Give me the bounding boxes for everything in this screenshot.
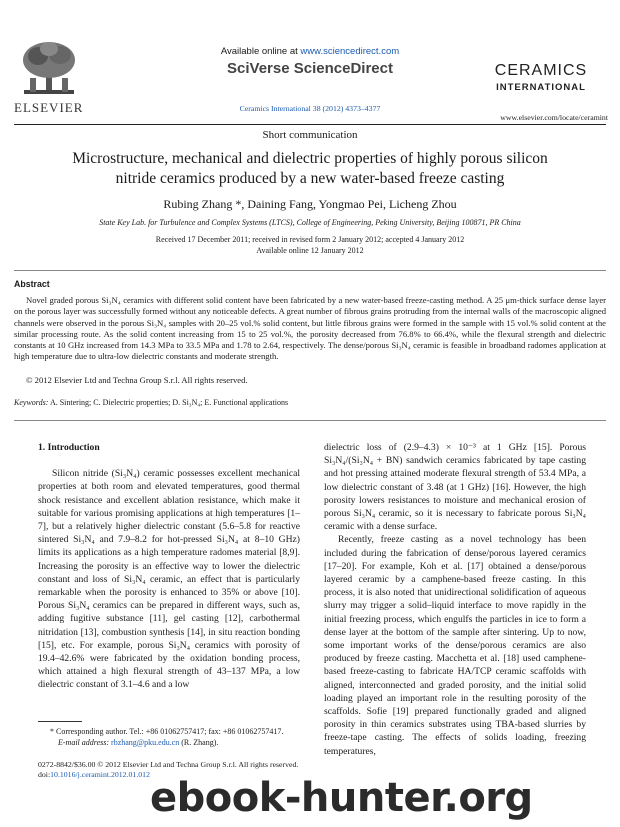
- journal-name-line1: CERAMICS: [494, 62, 588, 79]
- journal-url[interactable]: www.elsevier.com/locate/ceramint: [500, 113, 608, 122]
- intro-paragraph-1: Silicon nitride (Si₃N₄) ceramic possesses excellent mechanical properties at both room and elevated temperatures, good thermal shock resistance and excellent ablation resistance, which make it suitable for various promising applications at high temperatures [1–7], but a relatively higher dielectric constant (5.6–5.8 for reactive sintered Si₃N₄ and 7.9–8.2 for hot-pressed Si₃N₄ at 8–10 GHz) limits its applications as a high temperature radomes material [8,9]. Increasing the porosity is an effective way to lower the dielectric constant and loss of Si₃N₄ ceramic, an effect that is particularly remarkable when the porosity is enhanced to 35% or above [10]. Porous Si₃N₄ ceramics can be prepared in different ways, such as, adding fugitive substance [11], gel casting [12], carbothermal nitridation [13], combustion synthesis [14], in situ reaction bonding [15], etc. For example, porous Si₃N₄ ceramics with porosity of 19.4–42.6% were fabricated by the oxidation bonding process, which attained a high flexural strength of 43–137 MPa, a low dielectric constant of 3.1–4.6 and a low: [38, 468, 300, 691]
- available-online: Available online at www.sciencedirect.com: [220, 46, 400, 57]
- abstract-bottom-rule: [14, 420, 606, 421]
- doi-line: doi:10.1016/j.ceramint.2012.01.012: [38, 770, 150, 779]
- article-title-line2: nitride ceramics produced by a new water-based freeze casting: [115, 170, 505, 187]
- abstract-heading: Abstract: [14, 279, 50, 289]
- email-note: E-mail address: rbzhang@pku.edu.cn (R. Zhang).: [58, 738, 219, 747]
- elsevier-wordmark: ELSEVIER: [14, 100, 84, 115]
- issn-line: 0272-8842/$36.00 © 2012 Elsevier Ltd and Techna Group S.r.l. All rights reserved.: [38, 760, 299, 769]
- header-rule: [14, 124, 606, 125]
- column-left: [38, 441, 300, 692]
- abstract-text: Novel graded porous Si₃N₄ ceramics with different solid content have been fabricated by a new water-based freeze-casting method. A 25 μm-thick surface dense layer on the porous layer was successfully formed without any noticeable defects. A great number of fibrous grains protruding from the internal walls of the macroscopic aligned channels were observed in the porous Si₃N₄ samples with 20–25 vol.% solid content, but little fibrous grains were formed in the sample with 15 vol.% solid content at the similar processing route. As the solid content increasing from 15 to 25 vol.%, the porosity decreased from 76.8% to 66.4%, while the flexural strength and dielectric constants at 10 GHz increased from 14.3 MPa to 33.5 MPa and 1.78 to 2.64, respectively. The dense/porous Si₃N₄ ceramic is feasible in broadband radomes application at high temperature due to ultra-low dielectric constants and moderate strength.: [14, 295, 606, 362]
- abstract-copyright: © 2012 Elsevier Ltd and Techna Group S.r.l. All rights reserved.: [26, 375, 248, 385]
- elsevier-tree-logo: [18, 40, 80, 98]
- keywords-list: A. Sintering; C. Dielectric properties; D. Si₃N₄; E. Functional applications: [49, 398, 289, 407]
- available-online-date: Available online 12 January 2012: [256, 246, 364, 255]
- introduction-heading: 1. Introduction: [38, 442, 100, 453]
- keywords-label: Keywords:: [14, 398, 49, 407]
- intro-paragraph-2: Recently, freeze casting as a novel technology has been included during the fabrication of dense/porous layered ceramics [17–20]. For example, Koh et al. [17] obtained a dense/porous layered ceramic by a camphene-based freeze casting. In this process, it is also noted that unidirectional solidification of aqueous slurry may trigger a solid–liquid interface to move rapidly in the initial freezing process, which engulfs the particles in ice to form a dense layer at the bottom of the sample after sintering. Up to now, some important works of the dense/porous ceramics are also produced by freeze casting. Macchetta et al. [18] used camphene-based freeze-casting to fabricate HA/TCP ceramic scaffolds with aligned, interconnected and graded porosity, and the initial solid loading played an important role in the resulting porosity of the scaffolds. Sofie [19] prepared functionally graded and aligned porosity in thin ceramics substrates using TBA-based slurries by freeze-tape casting. The effects of solids loading, freezing temperatures,: [324, 534, 586, 757]
- received-dates: Received 17 December 2011; received in revised form 2 January 2012; accepted 4 January 2012: [155, 235, 465, 244]
- intro-paragraph-1-continued: dielectric loss of (2.9–4.3) × 10⁻³ at 1 GHz [15]. Porous Si₃N₄/(Si₃N₄ + BN) sandwich ceramics fabricated by tape casting and hot pressing attained moderate flexural strength of 53.4 MPa, a low dielectric constant of 3.48 (at 1 GHz) [16]. However, the high porosity lowers resistances to moisture and mechanical erosion of porous Si₃N₄ ceramic, so it is necessary to fabricate porous Si₃N₄ ceramic with a dense surface.: [324, 442, 586, 533]
- journal-reference-link[interactable]: Ceramics International 38 (2012) 4373–4377: [239, 104, 381, 113]
- article-title-line1: Microstructure, mechanical and dielectric properties of highly porous silicon: [72, 150, 548, 167]
- keywords: [14, 398, 288, 407]
- footnote-rule: [38, 721, 82, 722]
- author-email-link[interactable]: rbzhang@pku.edu.cn: [111, 738, 180, 747]
- corresponding-author-note: * Corresponding author. Tel.: +86 01062757417; fax: +86 01062757417.: [50, 727, 284, 736]
- article-type: Short communication: [262, 129, 358, 141]
- author-list: Rubing Zhang *, Daining Fang, Yongmao Pei, Licheng Zhou: [163, 197, 457, 211]
- sciencedirect-link[interactable]: www.sciencedirect.com: [300, 46, 400, 57]
- doi-link[interactable]: 10.1016/j.ceramint.2012.01.012: [50, 770, 150, 779]
- abstract-top-rule: [14, 270, 606, 271]
- column-right: [324, 441, 586, 758]
- watermark-text: ebook-hunter.org: [150, 775, 533, 821]
- sciverse-wordmark: SciVerse ScienceDirect: [227, 60, 393, 77]
- affiliation: State Key Lab. for Turbulence and Complex Systems (LTCS), College of Engineering, Peking University, Beijing 100871, PR China: [99, 218, 521, 227]
- journal-name-line2: INTERNATIONAL: [496, 82, 586, 93]
